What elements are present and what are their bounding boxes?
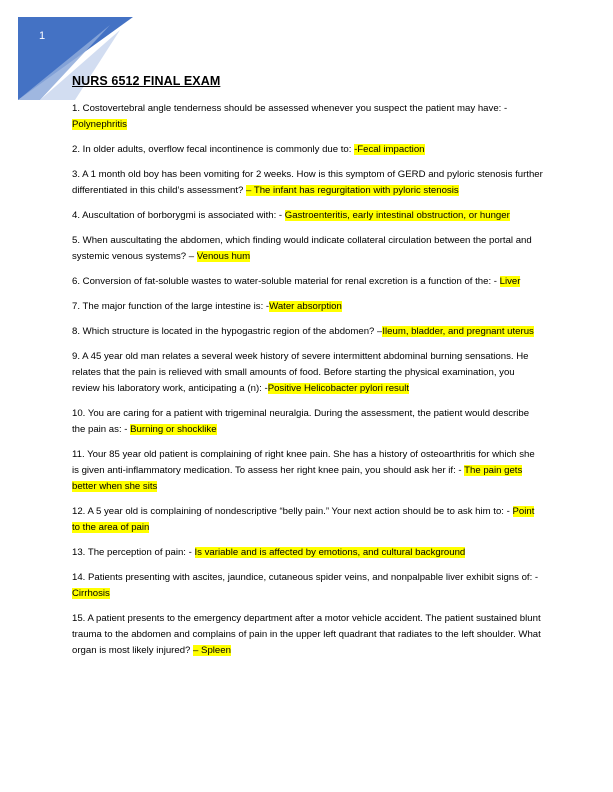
- question-item: [72, 349, 544, 397]
- highlighted-answer: – Spleen: [193, 645, 231, 656]
- question-item: [72, 545, 544, 561]
- question-item: [72, 274, 544, 290]
- highlighted-answer: Positive Helicobacter pylori result: [267, 383, 409, 394]
- question-text: 13. The perception of pain: -: [72, 547, 195, 558]
- question-item: [72, 142, 544, 158]
- question-item: [72, 406, 544, 438]
- highlighted-answer: Venous hum: [196, 251, 251, 262]
- question-text: 2. In older adults, overflow fecal incontinence is commonly due to:: [72, 144, 355, 155]
- question-text: 4. Auscultation of borborygmi is associated with: -: [72, 210, 285, 221]
- highlighted-answer: Ileum, bladder, and pregnant uterus: [382, 326, 534, 337]
- question-item: [72, 570, 544, 602]
- page-title: NURS 6512 FINAL EXAM: [72, 74, 221, 88]
- highlighted-answer: Gastroenteritis, early intestinal obstruction, or hunger: [284, 210, 510, 221]
- highlighted-answer: Water absorption: [269, 301, 342, 312]
- highlighted-answer: Point to the area of pain: [72, 506, 535, 533]
- highlighted-answer: The pain gets better when she sits: [72, 465, 523, 492]
- question-item: [72, 208, 544, 224]
- question-item: [72, 101, 544, 133]
- question-item: [72, 167, 544, 199]
- question-text: 5. When auscultating the abdomen, which finding would indicate collateral circulation between the portal and systemic venous systems? –: [72, 235, 532, 262]
- question-item: [72, 299, 544, 315]
- question-text: 8. Which structure is located in the hypogastric region of the abdomen? –: [72, 326, 383, 337]
- highlighted-answer: Is variable and is affected by emotions, and cultural background: [194, 547, 466, 558]
- question-text: 6. Conversion of fat-soluble wastes to water-soluble material for renal excretion is a function of the: -: [72, 276, 500, 287]
- highlighted-answer: Polynephritis: [72, 119, 127, 130]
- question-list: [72, 101, 544, 668]
- highlighted-answer: Cirrhosis: [72, 588, 110, 599]
- highlighted-answer: Liver: [499, 276, 521, 287]
- question-item: [72, 611, 544, 659]
- highlighted-answer: Burning or shocklike: [130, 424, 217, 435]
- question-text: 15. A patient presents to the emergency department after a motor vehicle accident. The patient sustained blunt trauma to the abdomen and complains of pain in the upper left quadrant that radiates to the left shoulder. What organ is most likely injured?: [72, 613, 541, 656]
- question-text: 14. Patients presenting with ascites, jaundice, cutaneous spider veins, and nonpalpable liver exhibit signs of: -: [72, 572, 539, 583]
- question-text: 3. A 1 month old boy has been vomiting for 2 weeks. How is this symptom of GERD and pyloric stenosis further differentiated in this child’s assessment?: [72, 169, 543, 196]
- question-item: [72, 233, 544, 265]
- question-text: 12. A 5 year old is complaining of nondescriptive “belly pain.” Your next action should be to ask him to: -: [72, 506, 513, 517]
- question-text: 10. You are caring for a patient with trigeminal neuralgia. During the assessment, the patient would describe the pain as: -: [72, 408, 530, 435]
- question-text: 1. Costovertebral angle tenderness should be assessed whenever you suspect the patient may have: -: [72, 103, 508, 114]
- question-text: 11. Your 85 year old patient is complaining of right knee pain. She has a history of osteoarthritis for which she is given anti-inflammatory medication. To assess her right knee pain, you should ask her if: -: [72, 449, 535, 476]
- question-text: 9. A 45 year old man relates a several week history of severe intermittent abdominal burning sensations. He relates that the pain is relieved with small amounts of food. Before starting the physical examination, you review his laboratory work, anticipating a (n): -: [72, 351, 529, 394]
- question-item: [72, 504, 544, 536]
- highlighted-answer: -Fecal impaction: [354, 144, 425, 155]
- page-number: 1: [39, 30, 46, 42]
- question-text: 7. The major function of the large intestine is: -: [72, 301, 270, 312]
- highlighted-answer: – The infant has regurgitation with pyloric stenosis: [246, 185, 459, 196]
- question-item: [72, 324, 544, 340]
- question-item: [72, 447, 544, 495]
